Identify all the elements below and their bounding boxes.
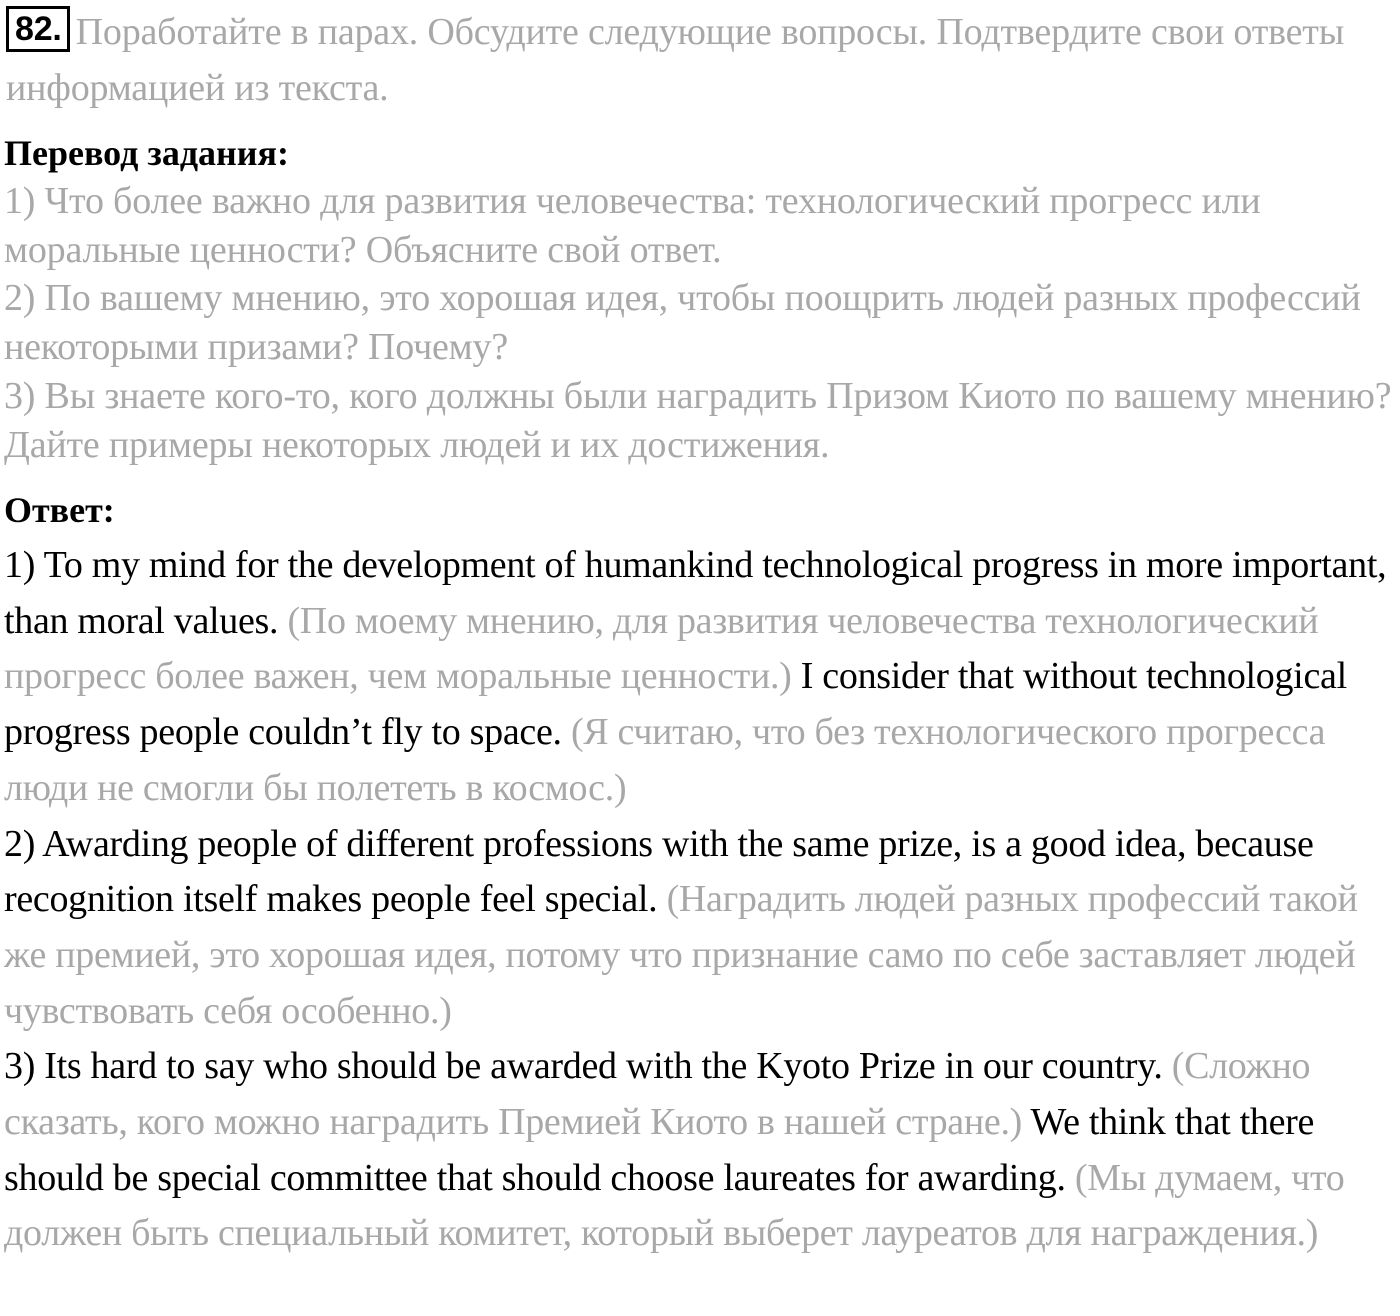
translation-item-2: 2) По вашему мнению, это хорошая идея, чтобы поощрить людей разных профессий некоторыми призами? Почему?: [4, 277, 1361, 369]
task-instruction: Поработайте в парах. Обсудите следующие вопросы. Подтвердите свои ответы информацией из текста.: [6, 11, 1345, 109]
answer-item-2: [4, 817, 1398, 1040]
answer-item-3: [4, 1039, 1398, 1262]
translation-item-3: 3) Вы знаете кого-то, кого должны были наградить Призом Киото по вашему мнению? Дайте примеры некоторых людей и их достижения.: [4, 374, 1392, 466]
answer-2-russian-translation-1: (Наградить людей разных профессий такой же премией, это хорошая идея, потому что признание само по себе заставляет людей чувствовать себя особенно.): [4, 878, 1358, 1032]
answer-3-english-sentence-2: We think that there should be special committee that should choose laureates for awarding.: [4, 1101, 1315, 1199]
answer-1-russian-translation-1: (По моему мнению, для развития человечества технологический прогресс более важен, чем моральные ценности.): [4, 599, 1319, 698]
answer-3-russian-translation-1: (Сложно сказать, кого можно наградить Премией Киото в нашей стране.): [4, 1045, 1311, 1144]
answer-3-english-sentence-1: 3) Its hard to say who should be awarded with the Kyoto Prize in our country.: [4, 1045, 1163, 1088]
answer-1-russian-translation-2: (Я считаю, что без технологического прогресса люди не смогли бы полететь в космос.): [4, 711, 1326, 809]
translation-heading: Перевод задания:: [4, 133, 289, 173]
answer-1-english-sentence-1: 1) To my mind for the development of humankind technological progress in more important, than moral values.: [4, 544, 1387, 642]
answer-3-russian-translation-2: (Мы думаем, что должен быть специальный комитет, который выберет лауреатов для награждения.): [4, 1156, 1345, 1255]
answer-item-1: [4, 538, 1398, 817]
task-header: [6, 4, 1396, 116]
answer-heading: Ответ:: [4, 490, 115, 530]
answer-1-english-sentence-2: I consider that without technological progress people couldn’t fly to space.: [4, 655, 1347, 754]
translation-list: [4, 177, 1396, 469]
answer-list: [4, 538, 1398, 1262]
translation-item-1: 1) Что более важно для развития человечества: технологический прогресс или моральные ценности? Объясните свой ответ.: [4, 180, 1261, 271]
answer-2-english-sentence-1: 2) Awarding people of different professions with the same prize, is a good idea, because recognition itself makes people feel special.: [4, 822, 1314, 921]
task-number-box: 82.: [6, 6, 70, 52]
